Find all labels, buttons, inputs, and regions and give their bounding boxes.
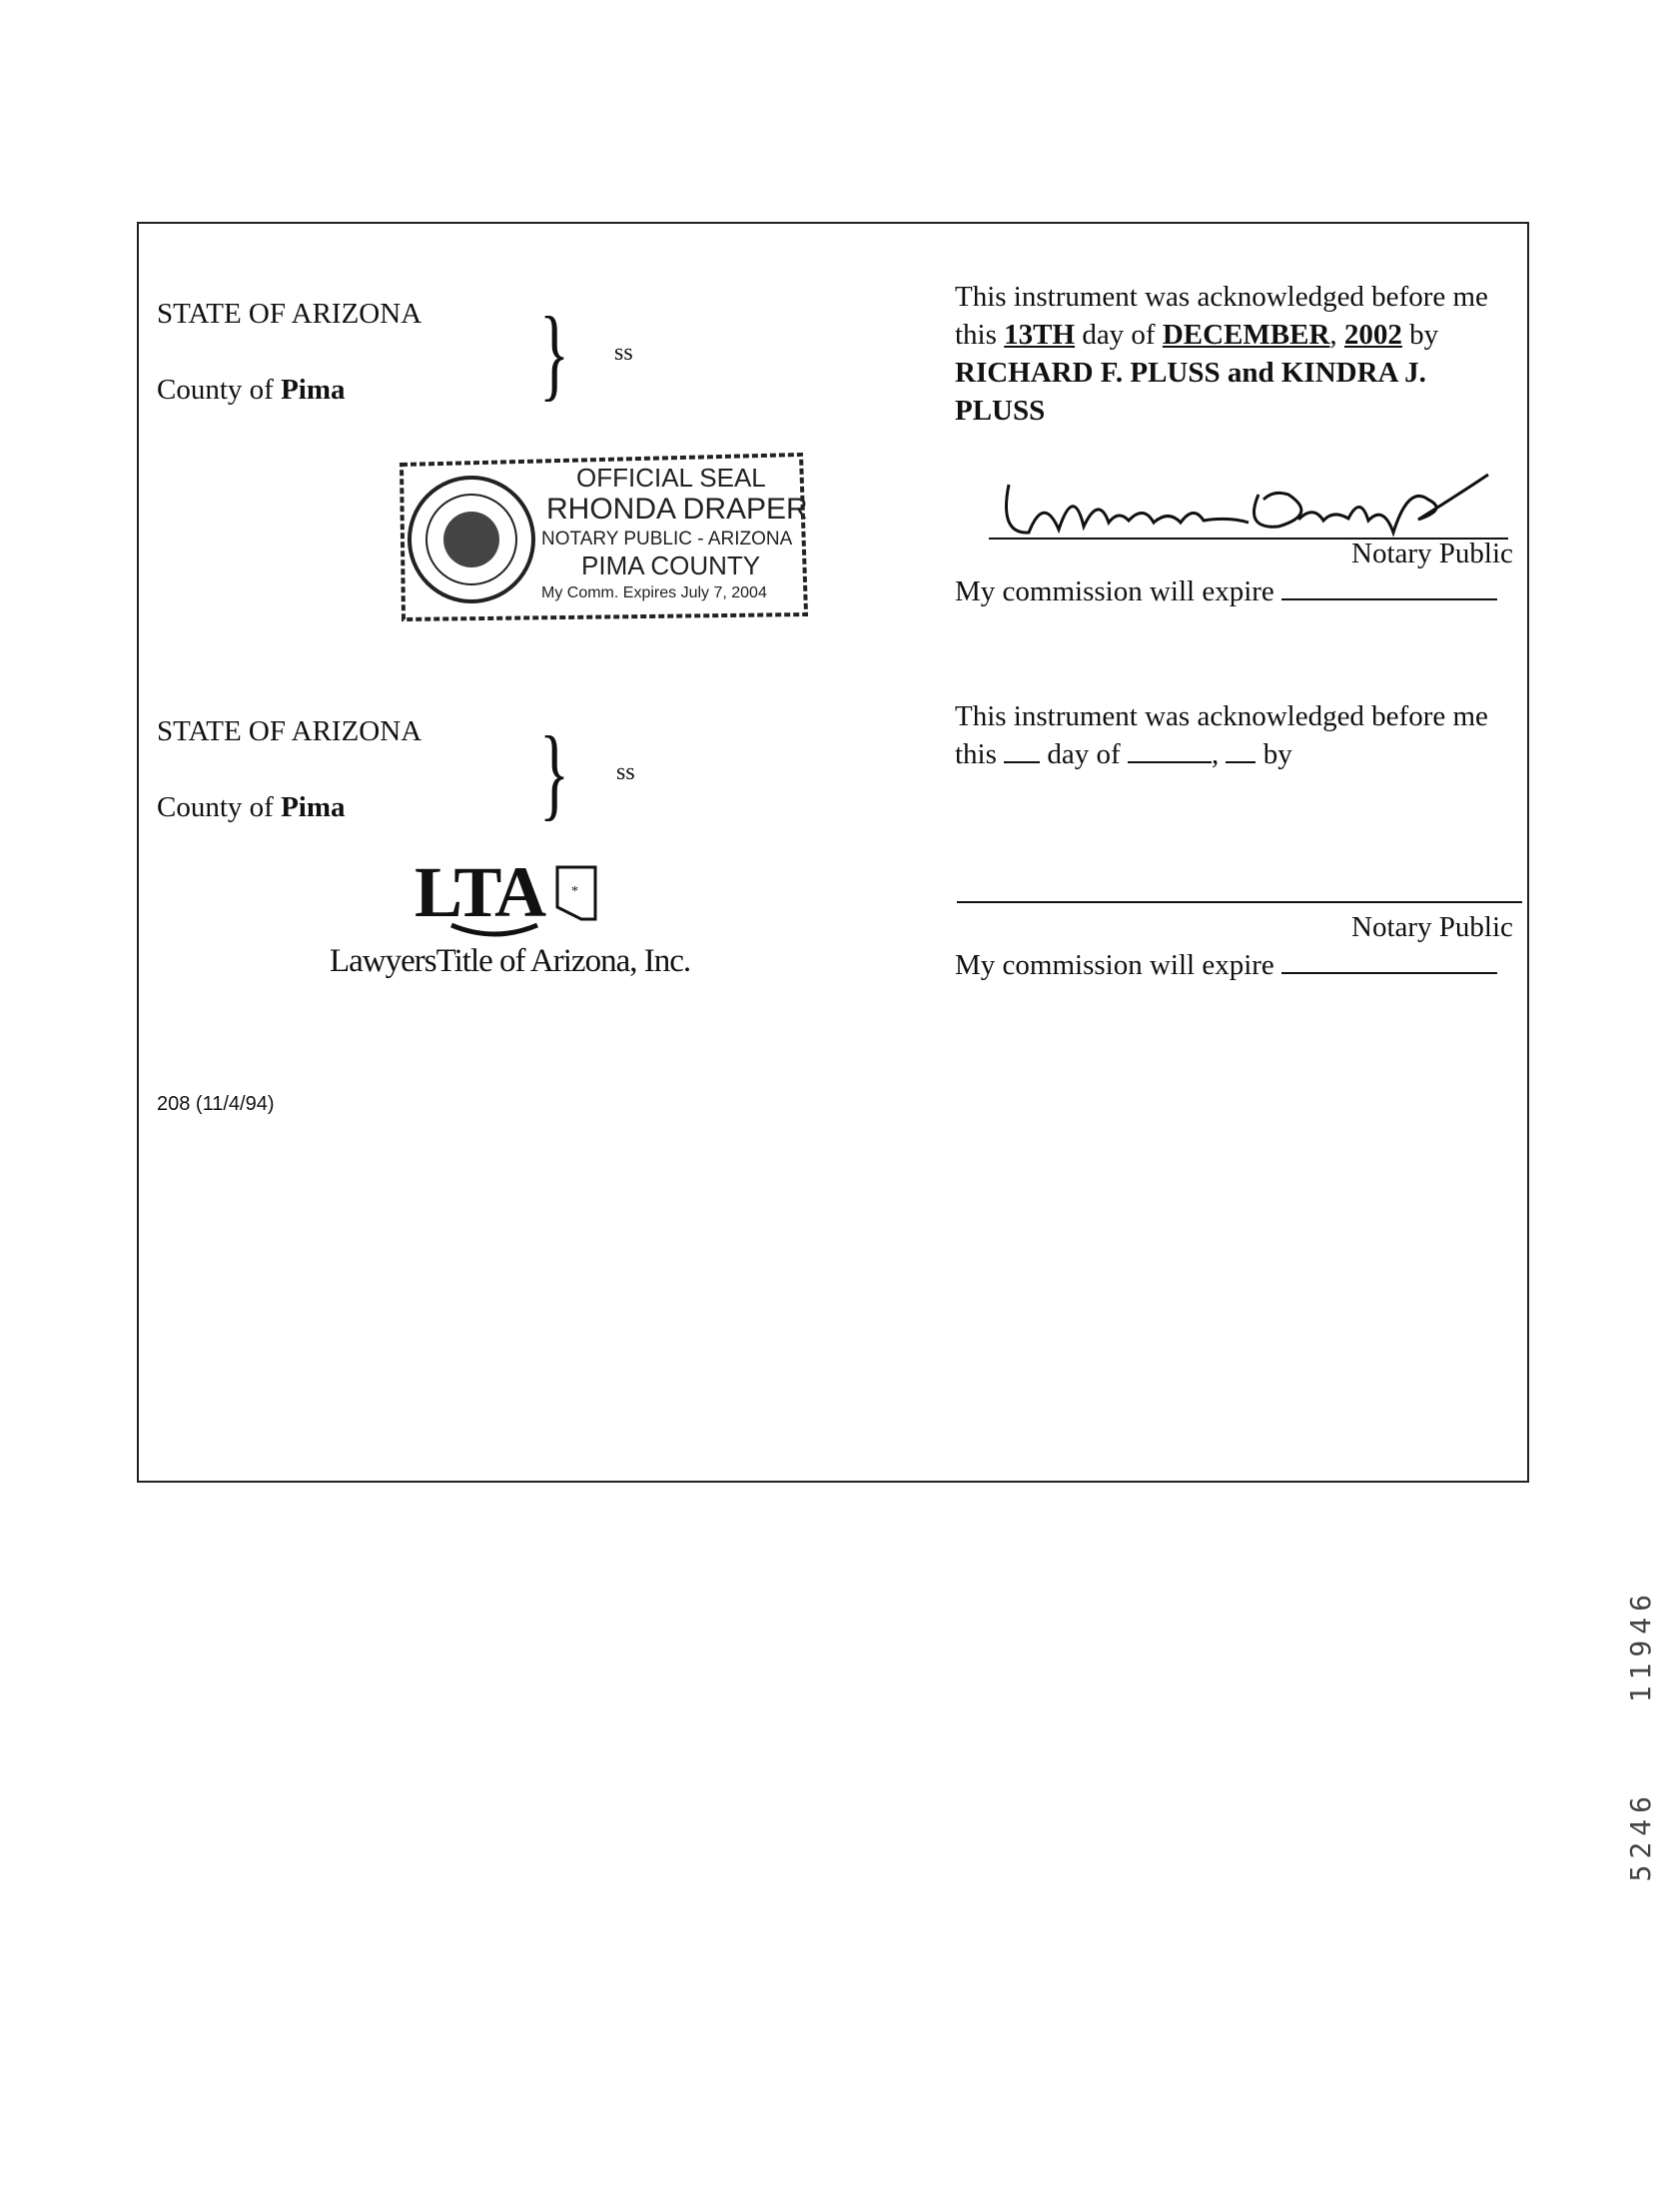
ss-label-2: ss	[616, 759, 635, 785]
svg-text:*: *	[571, 884, 578, 899]
commission-line-1: My commission will expire	[955, 575, 1497, 608]
acknowledgment-1	[955, 278, 1514, 430]
ack2-day-blank	[1004, 761, 1040, 763]
signature-line-2	[957, 901, 1522, 903]
commission-blank-2	[1281, 972, 1497, 974]
logo-swoosh	[449, 921, 539, 941]
brace-1: }	[539, 296, 569, 411]
lta-logo-name: LawyersTitle of Arizona, Inc.	[330, 943, 691, 979]
county-name-1: Pima	[281, 374, 346, 406]
ack2-month-blank	[1128, 761, 1212, 763]
notary-public-label-1: Notary Public	[1351, 538, 1513, 569]
recording-number-top: 11946	[1624, 1589, 1657, 1703]
ack-year: 2002	[1343, 319, 1402, 351]
form-code: 208 (11/4/94)	[157, 1093, 275, 1115]
state-label-2: STATE OF ARIZONA	[157, 715, 422, 747]
ack-names-line1: RICHARD F. PLUSS and KINDRA J.	[955, 357, 1426, 389]
ack2-line1: This instrument was acknowledged before me	[955, 700, 1488, 732]
seal-line3: NOTARY PUBLIC - ARIZONA	[541, 529, 793, 550]
acknowledgment-2	[955, 697, 1514, 773]
seal-line4: PIMA COUNTY	[581, 551, 761, 580]
ack-line1: This instrument was acknowledged before me	[955, 281, 1488, 313]
ack-line2: this 13TH day of DECEMBER, 2002 by	[955, 319, 1439, 351]
recording-number-bottom: 5246	[1624, 1790, 1657, 1882]
notary-seal	[392, 445, 811, 624]
ack2-line2: this day of , by	[955, 738, 1292, 770]
seal-line2: RHONDA DRAPER	[546, 493, 808, 526]
seal-line1: OFFICIAL SEAL	[576, 463, 766, 493]
brace-2: }	[539, 715, 569, 830]
ack-month: DECEMBER	[1162, 319, 1330, 351]
notary-public-label-2: Notary Public	[1351, 911, 1513, 943]
ack-day: 13TH	[1004, 319, 1076, 351]
arizona-outline-icon	[551, 863, 601, 923]
lta-logo-mark: LTA	[415, 852, 545, 932]
ss-label-1: ss	[614, 340, 633, 366]
state-label-1: STATE OF ARIZONA	[157, 298, 422, 330]
county-label-1: County of Pima	[157, 374, 346, 406]
county-label-2: County of Pima	[157, 791, 346, 823]
commission-line-2: My commission will expire	[955, 949, 1497, 982]
notary-signature	[989, 455, 1508, 545]
ack-names-line2: PLUSS	[955, 395, 1046, 427]
county-name-2: Pima	[281, 791, 346, 823]
commission-blank-1	[1281, 598, 1497, 600]
seal-line5: My Comm. Expires July 7, 2004	[541, 584, 767, 601]
ack2-year-blank	[1226, 761, 1256, 763]
